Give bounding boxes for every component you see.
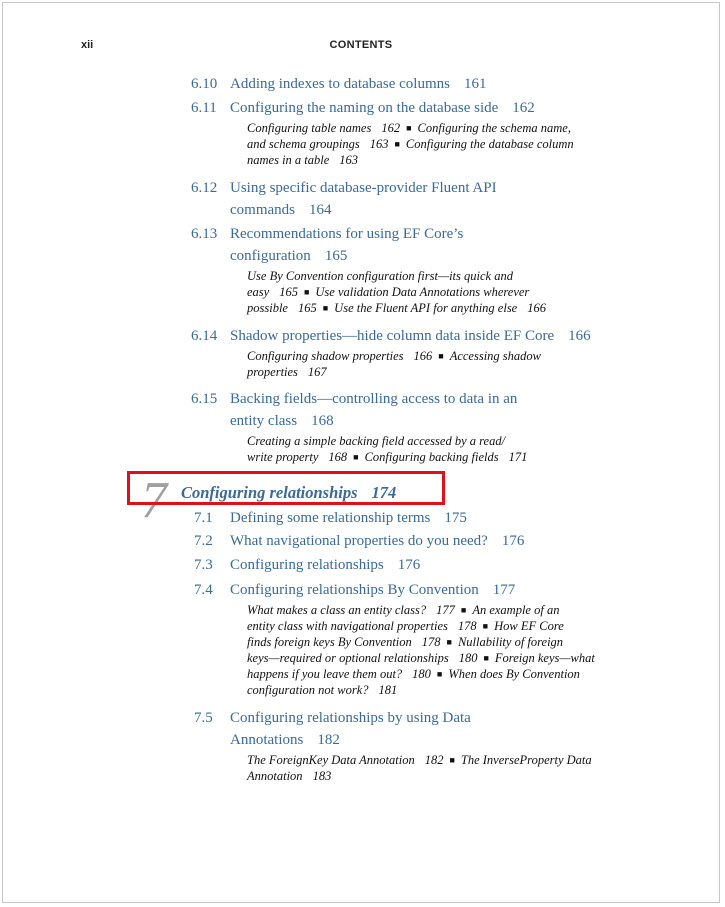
section-number: 6.14 bbox=[191, 328, 218, 344]
page-ref: 164 bbox=[309, 202, 332, 218]
page-ref: 176 bbox=[501, 533, 525, 549]
subsection-list: Creating a simple backing field accessed by a read/ write property 168 ■ Configuring backing fields 171 bbox=[247, 434, 528, 464]
section-number: 6.15 bbox=[191, 391, 218, 407]
section-number: 6.10 bbox=[191, 76, 218, 92]
section-title: Configuring relationships By Convention 177 bbox=[230, 582, 516, 598]
subsection-list: Configuring table names 162 ■ Configuring the schema name, and schema groupings 163 ■ Configuring the database column names in a table 163 bbox=[247, 121, 574, 167]
section-title: Backing fields—controlling access to data in an bbox=[230, 391, 518, 407]
section-title: What navigational properties do you need? 176 bbox=[230, 533, 525, 549]
page-ref: 166 bbox=[568, 328, 591, 344]
page-number: xii bbox=[81, 39, 94, 51]
section-title-cont: entity class 168 bbox=[230, 413, 334, 429]
section-title-cont: configuration 165 bbox=[230, 248, 348, 264]
section-title: Recommendations for using EF Core’s bbox=[230, 226, 464, 242]
section-title: Configuring relationships 176 bbox=[230, 557, 421, 573]
section-number: 7.5 bbox=[194, 710, 213, 726]
section-number: 7.3 bbox=[194, 557, 213, 573]
section-title: Configuring relationships by using Data bbox=[230, 710, 471, 726]
chapter-number: 7 bbox=[141, 472, 167, 529]
subsection-list: Use By Convention configuration first—its quick and easy 165 ■ Use validation Data Annotations wherever possible 165 ■ Use the Fluent API for anything else 166 bbox=[247, 269, 546, 315]
page-ref: 165 bbox=[324, 248, 348, 264]
section-number: 6.12 bbox=[191, 180, 218, 196]
section-title: Shadow properties—hide column data inside EF Core 166 bbox=[230, 328, 591, 344]
page-ref: 182 bbox=[317, 732, 340, 748]
page-ref: 176 bbox=[397, 557, 421, 573]
section-title: Adding indexes to database columns 161 bbox=[230, 76, 487, 92]
subsection-list: Configuring shadow properties 166 ■ Accessing shadow properties 167 bbox=[247, 349, 541, 379]
page-ref: 175 bbox=[444, 510, 467, 526]
section-title: Configuring the naming on the database side 162 bbox=[230, 100, 535, 116]
section-number: 7.1 bbox=[194, 510, 213, 526]
subsection-list: The ForeignKey Data Annotation 182 ■ The InverseProperty Data Annotation 183 bbox=[247, 753, 592, 783]
section-title: Defining some relationship terms 175 bbox=[230, 510, 467, 526]
page-ref: 174 bbox=[371, 483, 397, 502]
running-header: CONTENTS bbox=[329, 39, 393, 51]
book-page bbox=[2, 2, 720, 903]
page-ref: 168 bbox=[311, 413, 334, 429]
section-number: 6.11 bbox=[191, 100, 217, 116]
section-title-cont: Annotations 182 bbox=[230, 732, 340, 748]
section-title-cont: commands 164 bbox=[230, 202, 332, 218]
section-title: Using specific database-provider Fluent API bbox=[230, 180, 497, 196]
subsection-list: What makes a class an entity class? 177 ■ An example of an entity class with navigational properties 178 ■ How EF Core finds foreign keys By Convention 178 ■ Nullability of foreign keys—required or optional relationships 180 ■ Foreign keys—what happens if you leave them out? 180 ■ When does By Convention configuration not work? 181 bbox=[247, 603, 595, 697]
chapter-title-link[interactable]: Configuring relationships 174 bbox=[181, 483, 397, 502]
page-ref: 161 bbox=[463, 76, 487, 92]
page-ref: 162 bbox=[512, 100, 535, 116]
section-number: 6.13 bbox=[191, 226, 218, 242]
section-number: 7.4 bbox=[194, 582, 213, 598]
page-ref: 177 bbox=[492, 582, 516, 598]
highlight-box bbox=[127, 471, 445, 505]
section-number: 7.2 bbox=[194, 533, 213, 549]
